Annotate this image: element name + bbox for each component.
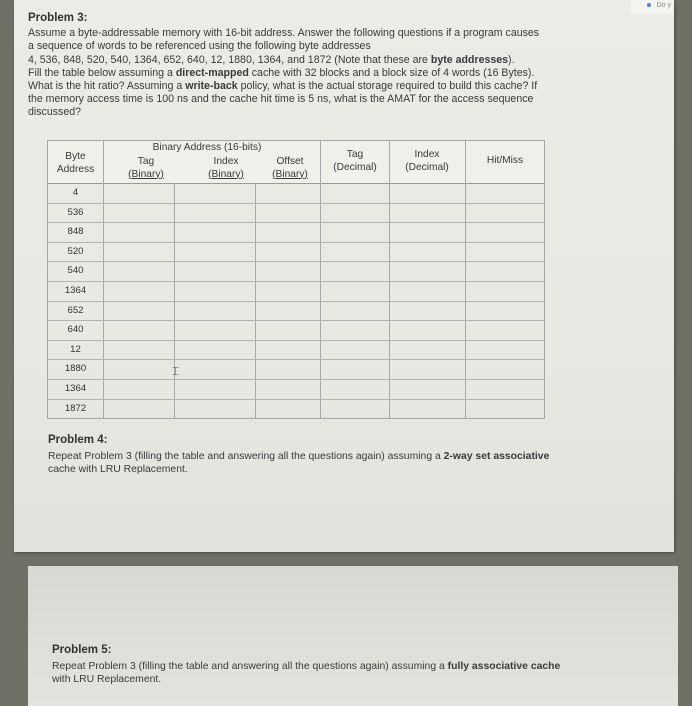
problem3-line4-text: Fill the table below assuming a xyxy=(28,66,176,79)
row-byte-address: 1364 xyxy=(64,285,87,296)
problem4-block xyxy=(48,434,568,477)
row-divider xyxy=(48,222,544,223)
problem3-line5-end: policy, what is the actual storage required to build this cache? If xyxy=(237,80,538,93)
header-offset-line2: (Binary) xyxy=(272,168,308,180)
problem3-line5 xyxy=(28,80,558,93)
row-divider xyxy=(48,340,544,341)
problem4-line2: cache with LRU Replacement. xyxy=(48,464,188,475)
header-tag-decimal xyxy=(321,149,389,174)
header-indexdec-line2: (Decimal) xyxy=(405,161,449,173)
row-byte-address: 1364 xyxy=(64,383,87,394)
problem3-line5-text: What is the hit ratio? Assuming a xyxy=(28,80,186,93)
header-tagdec-line2: (Decimal) xyxy=(333,161,377,173)
row-byte-address: 12 xyxy=(70,343,81,355)
row-byte-address: 536 xyxy=(67,206,84,218)
problem3-line5-bold: write-back xyxy=(185,80,238,93)
problem5-line1-bold: fully associative cache xyxy=(447,660,561,672)
problem4-line1-bold: 2-way set associative xyxy=(443,450,550,462)
header-tag-line1: Tag xyxy=(137,156,155,167)
problem3-line3-text: 4, 536, 848, 520, 540, 1364, 652, 640, 12, 1880, 1364, and 1872 (Note that these are xyxy=(28,53,431,66)
problem5-line1 xyxy=(52,660,572,674)
header-hit-miss: Hit/Miss xyxy=(486,155,524,166)
corner-tab xyxy=(631,0,674,14)
problem3-line2: a sequence of words to be referenced using the following byte addresses xyxy=(28,40,371,53)
header-offset-line1: Offset xyxy=(276,156,304,167)
header-offset-binary xyxy=(266,156,314,181)
problem4-line1 xyxy=(48,450,568,464)
header-byte-line2: Address xyxy=(56,163,95,175)
row-divider xyxy=(48,320,544,321)
row-divider xyxy=(48,379,544,380)
corner-text: Do y xyxy=(656,2,671,9)
header-index-line2: (Binary) xyxy=(208,168,244,180)
header-byte-address xyxy=(48,151,103,176)
problem3-line3 xyxy=(28,54,558,67)
problem3-line3-bold: byte addresses xyxy=(430,53,509,66)
header-index-line1: Index xyxy=(213,156,239,167)
column-divider xyxy=(465,141,466,418)
header-tag-binary xyxy=(118,156,174,181)
row-byte-address: 1872 xyxy=(64,402,87,414)
header-tagdec-line1: Tag xyxy=(346,149,364,160)
cache-table xyxy=(47,140,545,419)
problem3-line6: the memory access time is 100 ns and the cache hit time is 5 ns, what is the AMAT for the access sequence xyxy=(28,93,534,106)
problem5-block xyxy=(52,644,572,687)
problem3-block xyxy=(28,12,558,120)
row-byte-address: 640 xyxy=(67,324,84,336)
column-divider xyxy=(103,141,104,418)
column-divider xyxy=(389,141,390,418)
problem4-title: Problem 4: xyxy=(48,434,108,446)
header-indexdec-line1: Index xyxy=(414,149,440,160)
row-byte-address: 652 xyxy=(67,304,84,316)
problem4-line1-text: Repeat Problem 3 (filling the table and answering all the questions again) assuming a xyxy=(48,450,444,462)
header-index-binary xyxy=(196,156,256,181)
row-byte-address: 540 xyxy=(67,265,84,277)
blue-dot-icon xyxy=(647,3,651,7)
header-byte-line1: Byte xyxy=(65,151,86,162)
problem3-line4-bold: direct-mapped xyxy=(175,66,249,79)
row-byte-address: 520 xyxy=(67,245,84,257)
row-divider xyxy=(48,242,544,243)
problem3-line1: Assume a byte-addressable memory with 16-bit address. Answer the following questions if a program causes xyxy=(28,27,540,40)
problem3-line4-end: cache with 32 blocks and a block size of 4 words (16 Bytes). xyxy=(248,66,535,79)
row-divider xyxy=(48,359,544,360)
column-divider xyxy=(320,141,321,418)
row-divider xyxy=(48,281,544,282)
problem5-line2: with LRU Replacement. xyxy=(52,674,162,685)
row-byte-address: 848 xyxy=(67,226,84,238)
row-divider xyxy=(48,203,544,204)
row-divider xyxy=(48,261,544,262)
header-binary-group: Binary Address (16-bits) xyxy=(152,142,262,153)
problem3-line7: discussed? xyxy=(28,106,81,119)
problem3-line3-end: ). xyxy=(508,53,515,66)
problem3-title: Problem 3: xyxy=(28,12,88,24)
row-divider xyxy=(48,301,544,302)
row-byte-address: 1880 xyxy=(64,363,87,375)
header-index-decimal xyxy=(390,149,464,174)
text-cursor-icon: ⌶ xyxy=(172,364,180,378)
row-divider xyxy=(48,399,544,400)
header-tag-line2: (Binary) xyxy=(128,168,164,180)
problem5-title: Problem 5: xyxy=(52,644,112,656)
problem5-line1-text: Repeat Problem 3 (filling the table and answering all the questions again) assuming a xyxy=(52,660,448,672)
table-header xyxy=(48,141,544,184)
problem3-line4 xyxy=(28,67,558,80)
row-byte-address: 4 xyxy=(72,187,79,198)
